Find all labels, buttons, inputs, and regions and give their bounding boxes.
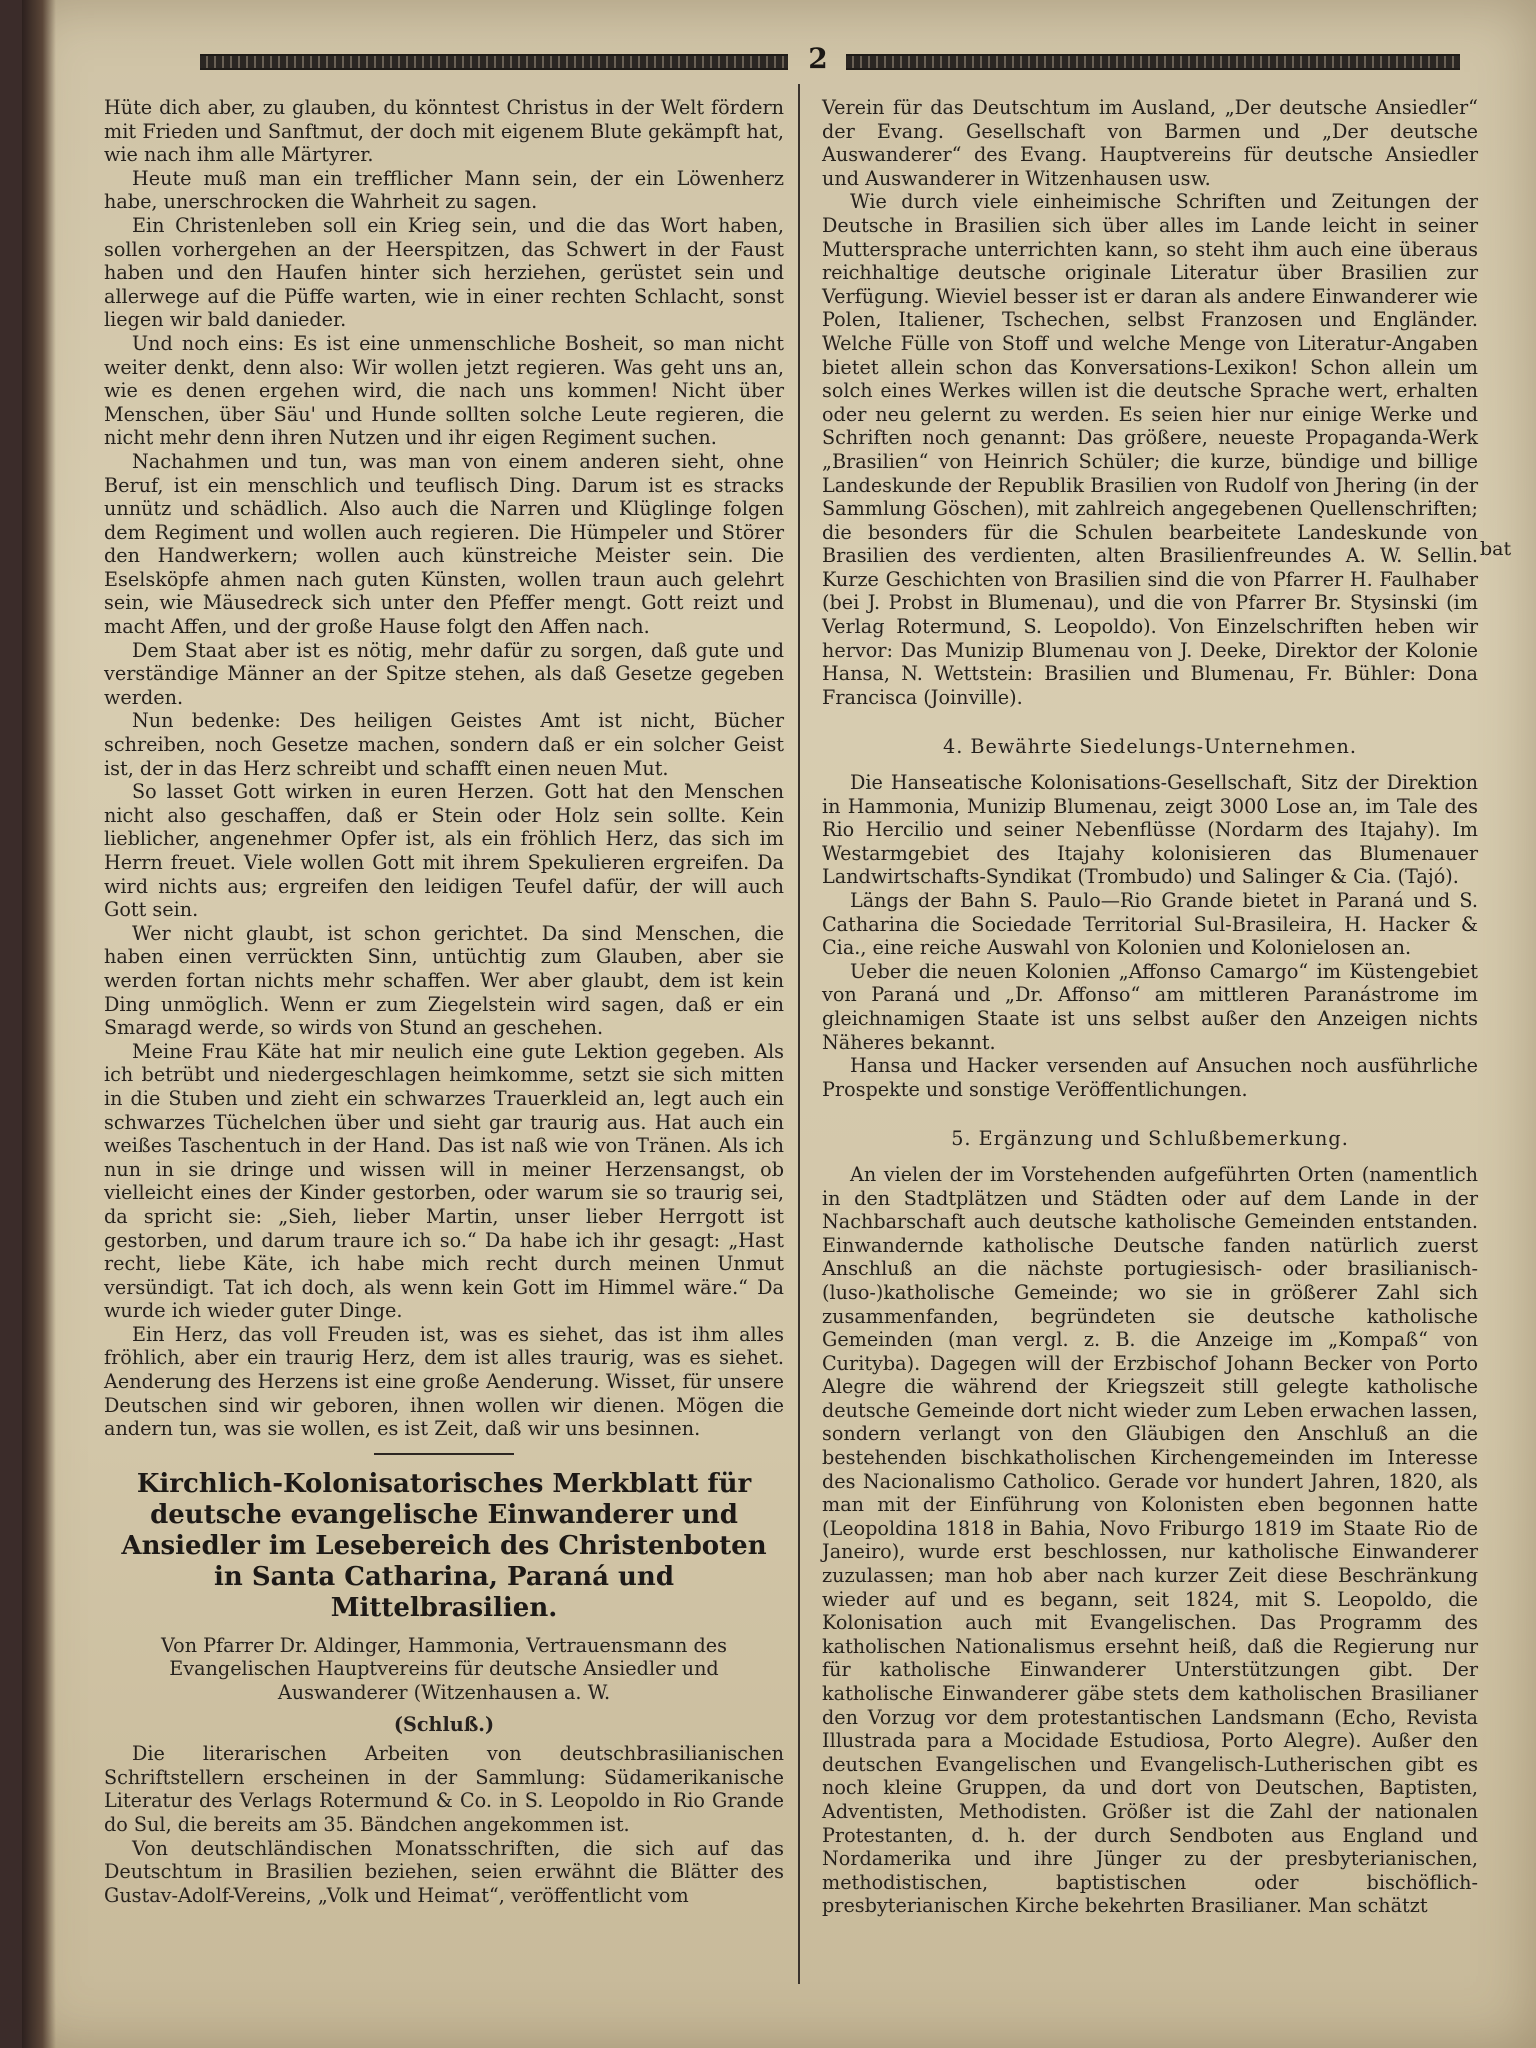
section-heading: 5. Ergänzung und Schlußbemerkung. xyxy=(951,1127,1349,1151)
paragraph: Dem Staat aber ist es nötig, mehr dafür zu sorgen, daß gute und verständige Männer an der Spitze stehen, als daß Gesetze gegeben werden. xyxy=(104,638,784,709)
section-heading: 4. Bewährte Siedelungs-Unternehmen. xyxy=(943,735,1357,759)
section-separator xyxy=(374,1453,514,1455)
paragraph: Hüte dich aber, zu glauben, du könntest Christus in der Welt fördern mit Frieden und Sanftmut, der doch mit eigenem Blute gekämpft hat, wie nach ihm alle Märtyrer. xyxy=(104,96,784,167)
paragraph: Nun bedenke: Des heiligen Geistes Amt ist nicht, Bücher schreiben, noch Gesetze machen, sondern daß er ein solcher Geist ist, der in das Herz schreibt und schafft einen neuen Mut. xyxy=(104,709,784,780)
margin-note: bat xyxy=(1480,538,1512,560)
paragraph: Heute muß man ein trefflicher Mann sein, der ein Löwenherz habe, unerschrocken die Wahrheit zu sagen. xyxy=(104,166,784,214)
header-ornament-right xyxy=(846,54,1460,70)
paragraph: Nachahmen und tun, was man von einem anderen sieht, ohne Beruf, ist ein menschlich und teuflisch Ding. Darum ist es stracks unnütz und schädlich. Also auch die Narren und Klüglinge folgen dem Regiment und wollen auch regieren. Die Hümpeler und Störer den Handwerkern; wollen auch künstreiche Meister sein. Die Eselsköpfe ahmen nach guten Künsten, wollen traun auch gelehrt sein, wie Mäusedreck sich unter den Pfeffer mengt. Gott reizt und macht Affen, und der große Hause folgt den Affen nach. xyxy=(104,449,784,639)
page-edge-shadow xyxy=(22,0,56,2048)
paragraph: Längs der Bahn S. Paulo—Rio Grande bietet in Paraná und S. Catharina die Sociedade Territorial Sul-Brasileira, H. Hacker & Cia., eine reiche Auswahl von Kolonien und Kolonielosen an. xyxy=(822,889,1478,960)
paragraph: Hansa und Hacker versenden auf Ansuchen noch ausführliche Prospekte und sonstige Veröffentlichungen. xyxy=(822,1054,1478,1101)
page-header xyxy=(200,42,1460,75)
paragraph: Wie durch viele einheimische Schriften und Zeitungen der Deutsche in Brasilien sich über alles im Lande leicht in seiner Muttersprache unterrichten kann, so steht ihm auch eine überaus reichhaltige deutsche originale Literatur über Brasilien zur Verfügung. Wieviel besser ist er daran als andere Einwanderer wie Polen, Italiener, Tschechen, selbst Franzosen und Engländer. Welche Fülle von Stoff und welche Menge von Literatur-Angaben bietet allein schon das Konversations-Lexikon! Schon allein um solch eines Werkes willen ist die deutsche Sprache wert, erhalten oder neu gelernt zu werden. Es seien hier nur einige Werke und Schriften noch genannt: Das größere, neueste Propaganda-Werk „Brasilien“ von Heinrich Schüler; die kurze, bündige und billige Landeskunde der Republik Brasilien von Rudolf von Jhering (in der Sammlung Göschen), mit zahlreich angegebenen Quellenschriften; die besonders für die Schulen bearbeitete Landeskunde von Brasilien des verdienten, alten Brasilienfreundes A. W. Sellin. Kurze Geschichten von Brasilien sind die von Pfarrer H. Faulhaber (bei J. Probst in Blumenau), und die von Pfarrer Br. Stysinski (im Verlag Rotermund, S. Leopoldo). Von Einzelschriften heben wir hervor: Das Munizip Blumenau von J. Deeke, Direktor der Kolonie Hansa, N. Wettstein: Brasilien und Blumenau, Fr. Bühler: Dona Francisca (Joinville). xyxy=(822,190,1478,709)
newspaper-page xyxy=(22,0,1536,2048)
header-ornament-left xyxy=(200,54,788,70)
paragraph: Meine Frau Käte hat mir neulich eine gute Lektion gegeben. Als ich betrübt und niedergeschlagen heimkomme, setzt sie sich mitten in die Stuben und zieht ein schwarzes Trauerkleid an, legt auch ein schwarzes Tüchelchen über und sieht gar traurig aus. Hat auch ein weißes Taschentuch in der Hand. Das ist naß wie von Tränen. Als ich nun in sie dringe und wissen will in meiner Herzensangst, ob vielleicht eines der Kinder gestorben, oder warum sie so traurig sei, da spricht sie: „Sieh, lieber Martin, unser lieber Herrgott ist gestorben, und darum traure ich so.“ Da habe ich ihr gesagt: „Hast recht, liebe Käte, ich habe mich recht durch meinen Unmut versündigt. Tat ich doch, als wenn kein Gott im Himmel wäre.“ Da wurde ich wieder guter Dinge. xyxy=(104,1039,784,1323)
paragraph: Und noch eins: Es ist eine unmenschliche Bosheit, so man nicht weiter denkt, denn also: Wir wollen jetzt regieren. Was geht uns an, wie es denen ergehen wird, die nach uns kommen! Nicht über Menschen, über Säu' und Hunde sollten solche Leute regieren, die nicht mehr denn ihren Nutzen und ihr eigen Regiment suchen. xyxy=(104,331,784,450)
paragraph: An vielen der im Vorstehenden aufgeführten Orten (namentlich in den Stadtplätzen und Städten oder auf dem Lande in der Nachbarschaft auch deutsche katholische Gemeinden entstanden. Einwandernde katholische Deutsche fanden natürlich zuerst Anschluß an die nächste portugiesisch- oder brasilianisch-(luso-)katholische Gemeinde; wo sie in größerer Zahl sich zusammenfanden, begründeten sie deutsche katholische Gemeinden (man vergl. z. B. die Anzeige im „Kompaß“ von Curityba). Dagegen will der Erzbischof Johann Becker von Porto Alegre die während der Kriegszeit still gelegte katholische deutsche Gemeinde dort nicht wieder zum Leben erwachen lassen, sondern verlangt von den Gläubigen den Anschluß an die bestehenden bischkatholischen Kirchengemeinden im Interesse des Nacionalismo Catholico. Gerade vor hundert Jahren, 1820, als man mit der Einführung von Kolonisten eben begonnen hatte (Leopoldina 1818 in Bahia, Novo Friburgo 1819 im Staate Rio de Janeiro), wurde erst beschlossen, nur katholische Einwanderer zuzulassen; man hob aber nach kurzer Zeit diese Beschränkung wieder auf und es begann, seit 1824, mit S. Leopoldo, die Kolonisation auch mit Evangelischen. Das Programm des katholischen Nationalismus ersehnt heiß, daß die Regierung nur für katholische Einwanderer Unterstützungen gibt. Der katholische Einwanderer gäbe stets dem katholischen Brasilianer den Vorzug vor dem protestantischen Landsmann (Echo, Revista Illustrada para a Mocidade Estudiosa, Porto Alegre). Außer den deutschen Evangelischen und Evangelisch-Lutherischen gibt es noch kleine Gruppen, da und dort von Deutschen, Baptisten, Adventisten, Methodisten. Größer ist die Zahl der nationalen Protestanten, d. h. der durch Sendboten aus England und Nordamerika und ihre Jünger zu der presbyterianischen, methodistischen, baptistischen oder bischöflich-presbyterianischen Kirche bekehrten Brasilianer. Man schätzt xyxy=(822,1162,1478,1918)
paragraph: Verein für das Deutschtum im Ausland, „Der deutsche Ansiedler“ der Evang. Gesellschaft von Barmen und „Der deutsche Auswanderer“ des Evang. Hauptvereins für deutsche Ansiedler und Auswanderer in Witzenhausen usw. xyxy=(822,96,1478,190)
continuation-note: (Schluß.) xyxy=(393,1712,495,1736)
left-column xyxy=(104,96,784,1907)
article-title: Kirchlich-Kolonisatorisches Merkblatt für deutsche evangelische Einwanderer und Ansiedler im Lesebereich des Christenboten in Santa Catharina, Paraná und Mittelbrasilien. xyxy=(121,1468,767,1623)
page-number: 2 xyxy=(808,42,828,75)
paragraph: Ein Herz, das voll Freuden ist, was es siehet, das ist ihm alles fröhlich, aber ein traurig Herz, dem ist alles traurig, was es siehet. Aenderung des Herzens ist eine große Aenderung. Wisset, für unsere Deutschen sind wir geboren, ihnen wollen wir dienen. Mögen die andern tun, was sie wollen, es ist Zeit, daß wir uns besinnen. xyxy=(104,1322,784,1441)
right-column xyxy=(822,96,1478,1918)
paragraph: Von deutschländischen Monatsschriften, die sich auf das Deutschtum in Brasilien beziehen, seien erwähnt die Blätter des Gustav-Adolf-Vereins, „Volk und Heimat“, veröffentlicht vom xyxy=(104,1836,784,1907)
paragraph: So lasset Gott wirken in euren Herzen. Gott hat den Menschen nicht also geschaffen, daß er Stein oder Holz sein sollte. Kein lieblicher, angenehmer Opfer ist, als ein fröhlich Herz, das sich im Herrn freuet. Viele wollen Gott mit ihrem Spekulieren ergreifen. Da wird nichts aus; ergreifen den leidigen Teufel dafür, der will auch Gott sein. xyxy=(104,780,784,922)
paragraph: Die literarischen Arbeiten von deutschbrasilianischen Schriftstellern erscheinen in der Sammlung: Südamerikanische Literatur des Verlags Rotermund & Co. in S. Leopoldo in Rio Grande do Sul, die bereits am 35. Bändchen angekommen ist. xyxy=(104,1742,784,1836)
article-byline: Von Pfarrer Dr. Aldinger, Hammonia, Vertrauensmann des Evangelischen Hauptvereins für deutsche Ansiedler und Auswanderer (Witzenhausen a. W. xyxy=(161,1633,727,1705)
paragraph: Wer nicht glaubt, ist schon gerichtet. Da sind Menschen, die haben einen verrückten Sinn, untüchtig zum Glauben, aber sie werden fortan nichts mehr schaffen. Wer aber glaubt, dem ist kein Ding unmöglich. Wenn er zum Ziegelstein wird sagen, daß er ein Smaragd werde, so wirds von Stund an geschehen. xyxy=(104,921,784,1040)
paragraph: Ueber die neuen Kolonien „Affonso Camargo“ im Küstengebiet von Paraná und „Dr. Affonso“ am mittleren Paranástrome im gleichnamigen Staate ist uns selbst außer den Anzeigen nichts Näheres bekannt. xyxy=(822,959,1478,1054)
column-divider xyxy=(798,84,800,1984)
paragraph: Ein Christenleben soll ein Krieg sein, und die das Wort haben, sollen vorhergehen an der Heerspitzen, das Schwert in der Faust haben und den Haufen hinter sich herziehen, gerüstet sein und allerwege auf die Püffe warten, wie in einer rechten Schlacht, sonst liegen wir bald danieder. xyxy=(104,213,784,332)
paragraph: Die Hanseatische Kolonisations-Gesellschaft, Sitz der Direktion in Hammonia, Munizip Blumenau, zeigt 3000 Lose an, im Tale des Rio Hercilio und seiner Nebenflüsse (Nordarm des Itajahy). Im Westarmgebiet des Itajahy kolonisieren das Blumenauer Landwirtschafts-Syndikat (Trombudo) und Salinger & Cia. (Tajó). xyxy=(822,771,1478,889)
